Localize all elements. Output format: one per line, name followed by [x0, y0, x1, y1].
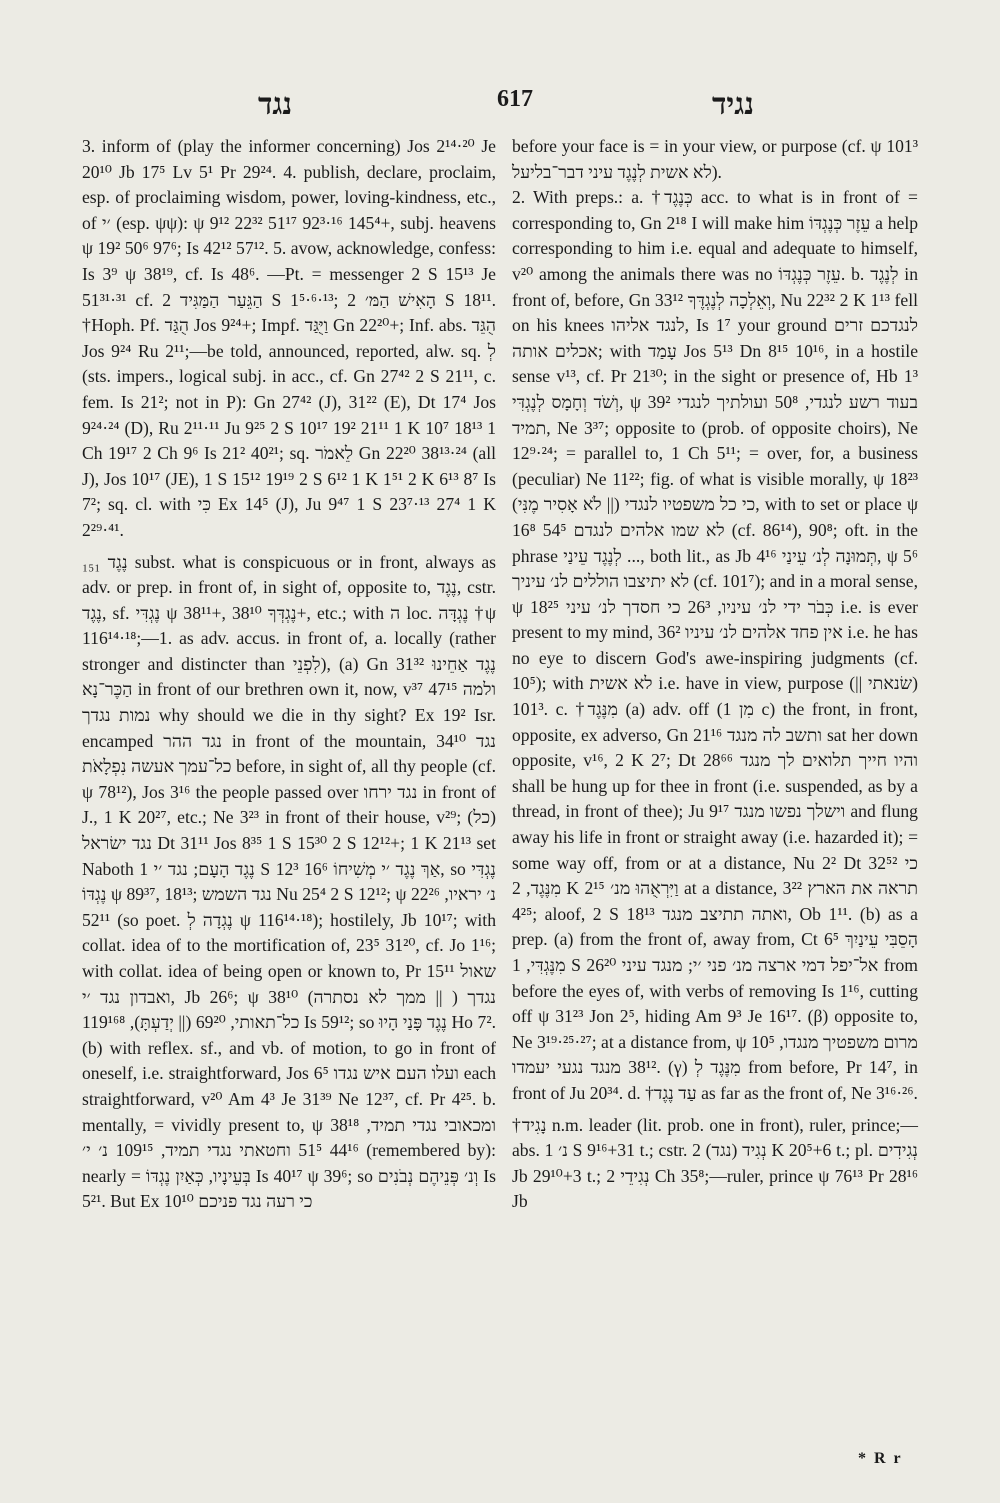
- entry-paragraph: †נָגִיד n.m. leader (lit. prob. one in front), ruler, prince;—abs. נ׳ 1 S 9¹⁶+31 t.; cstr. נְגִיד (נגד) 2 K 20⁵+6 t.; pl. נְגִידִים Jb 29¹⁰+3 t.; נְגִידֵי 2 Ch 35⁸;—ruler, prince ψ 76¹³ Pr 28¹⁶ Jb: [512, 1114, 919, 1212]
- right-column: [512, 134, 918, 1215]
- left-column: [82, 134, 496, 1215]
- running-head-right: נגיד: [712, 88, 754, 121]
- signature-mark: * R r: [858, 1450, 903, 1467]
- entry-paragraph: נֶגֶד ₁₅₁ subst. what is conspicuous or in front, always as adv. or prep. in front of, in sight of, opposite to, נֶגֶד, cstr. נֶגֶד, sf. נֶגְדִּי ψ 38¹¹+, נֶגְדְּךָ 38¹⁰+, etc.; with ה loc. נֶגְדָּה †ψ 116¹⁴·¹⁸;—1. as adv. accus. in front of, a. locally (rather stronger and distincter than לִפְנֵי), (a) Gn 31³² נֶגֶד אַחֵינוּ הַכֶּר־נָא in front of our brethren own it, now, v³⁷ 47¹⁵ ולמה נמות נגדך why should we die in thy sight? Ex 19² Isr. encamped נגד ההר in front of the mountain, 34¹⁰ נגד כל־עמך אעשה נִפְלָאֹת before, in sight of, all thy people (cf. ψ 78¹²), Jos 3¹⁶ the people passed over נגד ירחו in front of J., 1 K 20²⁷, etc.; Ne 3²³ in front of their house, v²⁹; (כל) נגד ישׂראל Dt 31¹¹ Jos 8³⁵ 1 S 15³⁰ 2 S 12¹²+; 1 K 21¹³ set Naboth נֶגֶד הָעָם; נגד ׳י 1 S 12³ 16⁶ אַךְ נֶגֶד ׳י מְשִׁיחוֹ, so נֶגְדִּי נֶגְדּוֹ ψ 89³⁷, 18¹³; נגד השמש Nu 25⁴ 2 S 12¹²; ψ 22²⁶ נ׳ יראיו, 52¹¹ (so poet. נֶגְדָה לְ ψ 116¹⁴·¹⁸); hostilely, Jb 10¹⁷; with collat. idea of to the mortification of, 23⁵ 31²⁰, cf. Jo 1¹⁶; with collat. idea of being open or known to, Pr 15¹¹ שאול ואבדון נגד ׳י, Jb 26⁶; ψ 38¹⁰ (ממך לא נסתרה || ) נגדך כל־תאותי, 69²⁰ (|| יְדַעְתָּ), 119¹⁶⁸ Is 59¹²; so נֶגֶד פָּנַי הָיוּ Ho 7². (b) with reflex. sf., and vb. of motion, to go in front of oneself, i.e. straightforward, Jos 6⁵ ועלו העם איש נגדו each straightforward, v²⁰ Am 4³ Je 31³⁹ Ne 12³⁷, cf. Pr 4²⁵. b. mentally, = vividly present to, ψ 38¹⁸ ומכאובי נגדי תמיד, 44¹⁶ 51⁵ וחטאתי נגדי תמיד, 109¹⁵ נ׳ י׳ (remembered by): nearly = בְּעֵינָיו, כְּאַיִן נֶגְדּוֹ Is 40¹⁷ ψ 39⁶; so וְנ׳ פְּנֵיהֶם נְבֹנִים Is 5²¹. But Ex 10¹⁰ כי רעה נגד פניכם: [82, 551, 497, 1212]
- entry-paragraph: 3. inform of (play the informer concerning) Jos 2¹⁴·²⁰ Je 20¹⁰ Jb 17⁵ Lv 5¹ Pr 29²⁴. 4. publish, declare, proclaim, esp. of proclaiming wisdom, power, loving-kindness, etc., of ׳י (esp. ψψ): ψ 9¹² 22³² 51¹⁷ 92³·¹⁶ 145⁴+, subj. heavens ψ 19² 50⁶ 97⁶; Is 42¹² 57¹². 5. avow, acknowledge, confess: Is 3⁹ ψ 38¹⁹, cf. Is 48⁶. —Pt. = messenger 2 S 15¹³ Je 51³¹·³¹ cf. הַגֵּעַר הַמַּגִּיד 2 S 1⁵·⁶·¹³; הָאִישׁ הַמּ׳ 2 S 18¹¹. †Hoph. Pf. הֻגַּד Jos 9²⁴+; Impf. וַיֻּגַּד Gn 22²⁰+; Inf. abs. הֻגֵּד Jos 9²⁴ Ru 2¹¹;—be told, announced, reported, alw. sq. לְ (sts. impers., logical subj. in acc., cf. Gn 27⁴² 2 S 21¹¹, c. fem. Is 21²; not in P): Gn 27⁴² (J), 31²² (E), Dt 17⁴ Jos 9²⁴·²⁴ (D), Ru 2¹¹·¹¹ Ju 9²⁵ 2 S 10¹⁷ 19² 21¹¹ 1 K 10⁷ 18¹³ 1 Ch 19¹⁷ 2 Ch 9⁶ Is 21² 40²¹; sq. לֵאמֹר Gn 22²⁰ 38¹³·²⁴ (all J), Jos 10¹⁷ (JE), 1 S 15¹² 19¹⁹ 2 S 6¹² 1 K 1⁵¹ 2 K 6¹³ 8⁷ Is 7²; sq. cl. with כִּי Ex 14⁵ (J), Ju 9⁴⁷ 1 S 23⁷·¹³ 27⁴ 1 K 2²⁹·⁴¹.: [82, 136, 497, 540]
- entry-paragraph: before your face is = in your view, or purpose (cf. ψ 101³ לא אשית לְנֶגֶד עיני דבר־בליעל).: [512, 136, 918, 182]
- running-head-left: נגד: [258, 88, 293, 121]
- page-number: 617: [497, 86, 533, 112]
- entry-paragraph: 2. With preps.: a. †כְּנֶגֶד acc. to what is in front of = corresponding to, Gn 2¹⁸ I will make him עֵזֶר כְּנֶגְדּוֹ a help corresponding to him i.e. equal and adequate to himself, v²⁰ among the animals there was no עֵזֶר כְּנֶגְדּוֹ. b. לְנֶגֶד in front of, before, Gn 33¹² וְאֵלְכָה לְנֶגְדֶּךָ, Nu 22³² 2 K 1¹³ fell on his knees לנגד אליהו, Is 1⁷ your ground לנגדכם זרים אכלים אותה; with עָמַד Jos 5¹³ Dn 8¹⁵ 10¹⁶, in a hostile sense v¹³, cf. Pr 21³⁰; in the sight or presence of, Hb 1³ וְשֹׁד וְחָמָס לְנֶגְדִּי, ψ 39² בעוד רשע לנגדי, 50⁸ ועולתיך לנגדי תמיד, Ne 3³⁷; opposite to (prob. of opposite choirs), Ne 12⁹·²⁴; = parallel to, 1 Ch 5¹¹; = over, for, a business (peculiar) Ne 11²²; fig. of what is visible morally, ψ 18²³ כי כל משפטיו לנגדי (|| לֹא אָסִיר מֶנִּי), with to set or place ψ 16⁸ 54⁵ לא שמו אלהים לנגדם (cf. 86¹⁴), 90⁸; oft. in the phrase לְנֶגֶד עֵינַי ..., both lit., as Jb 4¹⁶ תְּמוּנָה לְנ׳ עֵינַי, ψ 5⁶ לא יתיצבו הוללים לנ׳ עיניך (cf. 101⁷); and in a moral sense, ψ 18²⁵ כְּבֹר ידי לנ׳ עיניו, 26³ כי חסדך לנ׳ עיני i.e. is ever present to my mind, 36² אין פחד אלהים לנ׳ עיניו i.e. he has no eye to discern God's awe-inspiring judgments (cf. 10⁵); with לא אשית i.e. have in view, purpose (|| שׂנאתי) 101³. c. †מִנֶּגֶד (a) adv. off (מִן 1 c) the front, in front, opposite, ex adverso, Gn 21¹⁶ ותשב לה מנגד sat her down opposite, v¹⁶, 2 K 2⁷; Dt 28⁶⁶ והיו חייך תלואים לך מנגד shall be hung up for thee in front (i.e. suspended, as by a thread, in front of thee); Ju 9¹⁷ וישלך נפשו מנגד and flung away his life in front or straight away (i.e. hazarded it); = some way off, from or at a distance, Nu 2² Dt 32⁵² כי מִנֶּגֶד, 2 K 2¹⁵ וַיִּרְאֻהוּ מנ׳ at a distance, תראה את הארץ 3²² 4²⁵; aloof, 2 S 18¹³ ואתה תתיצב מנגד, Ob 1¹¹. (b) as a prep. (a) from the front of, away from, Ct 6⁵ הָסֵבִּי עֵינַיִךְ מִנֶּגְדִּי, 1 S 26²⁰ אל־יפל דמי ארצה מנ׳ פני ׳י; מנגד עיני from before the eyes of, with verbs of removing Is 1¹⁶, cutting off ψ 31²³ Jon 2⁵, hiding Am 9³ Je 16¹⁷. (β) opposite to, Ne 3¹⁹·²⁵·²⁷; at a distance from, ψ 10⁵ מרום משפטיך מנגדו, 38¹² מנגד נגעי יעמדו. (γ) מִנֶּגֶד לְ from before, Pr 14⁷, in front of Ju 20³⁴. d. †עַד נֶגֶד as far as the front of, Ne 3¹⁶·²⁶.: [512, 187, 919, 1103]
